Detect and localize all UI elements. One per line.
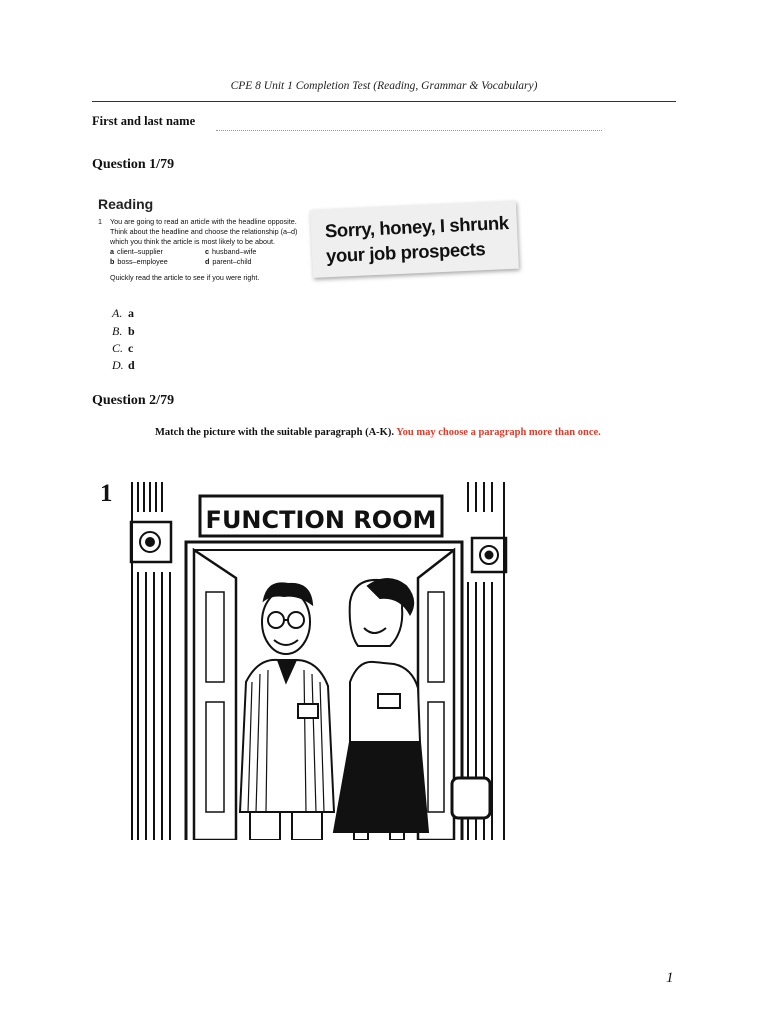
- header-rule: [92, 101, 676, 102]
- page-number: 1: [666, 970, 674, 986]
- name-input-line[interactable]: [216, 130, 602, 131]
- question-2-title: Question 2/79: [92, 393, 175, 408]
- option-a: a client–supplier: [110, 246, 163, 256]
- reading-excerpt: [98, 196, 310, 282]
- headline-clipping: [310, 201, 519, 278]
- reading-instruction: [98, 217, 310, 247]
- instruction-number: 1: [98, 217, 102, 226]
- matching-instruction: Match the picture with the suitable paragraph (A-K). You may choose a paragraph more than once.: [155, 427, 601, 438]
- answer-choice-d[interactable]: D. d: [112, 358, 135, 372]
- answer-choice-c[interactable]: C. c: [112, 341, 134, 355]
- picture-number: 1: [100, 480, 113, 507]
- left-door: [194, 550, 236, 840]
- relationship-options: [110, 247, 310, 267]
- option-c: c husband–wife: [205, 246, 257, 256]
- document-header: CPE 8 Unit 1 Completion Test (Reading, Grammar & Vocabulary): [230, 80, 538, 92]
- option-b: b boss–employee: [110, 256, 168, 266]
- answer-box: [452, 778, 490, 818]
- reading-heading: Reading: [98, 196, 154, 212]
- answer-choice-a[interactable]: A. a: [112, 306, 134, 320]
- question-1-title: Question 1/79: [92, 157, 175, 172]
- matching-instruction-note: You may choose a paragraph more than once.: [396, 427, 601, 438]
- function-room-cartoon: [128, 482, 508, 840]
- reading-footer: Quickly read the article to see if you were right.: [110, 272, 260, 282]
- headline-line-1: Sorry, honey, I shrunk: [324, 212, 510, 242]
- name-label: First and last name: [92, 114, 196, 128]
- option-d: d parent–child: [205, 256, 252, 266]
- instruction-text: You are going to read an article with the headline opposite. Think about the headline and choose the relationship (a–d) which you think the article is most likely to be about.: [110, 217, 298, 246]
- sign-text: FUNCTION ROOM: [205, 506, 437, 534]
- headline-line-2: your job prospects: [325, 238, 486, 267]
- answer-choice-b[interactable]: B. b: [112, 324, 135, 338]
